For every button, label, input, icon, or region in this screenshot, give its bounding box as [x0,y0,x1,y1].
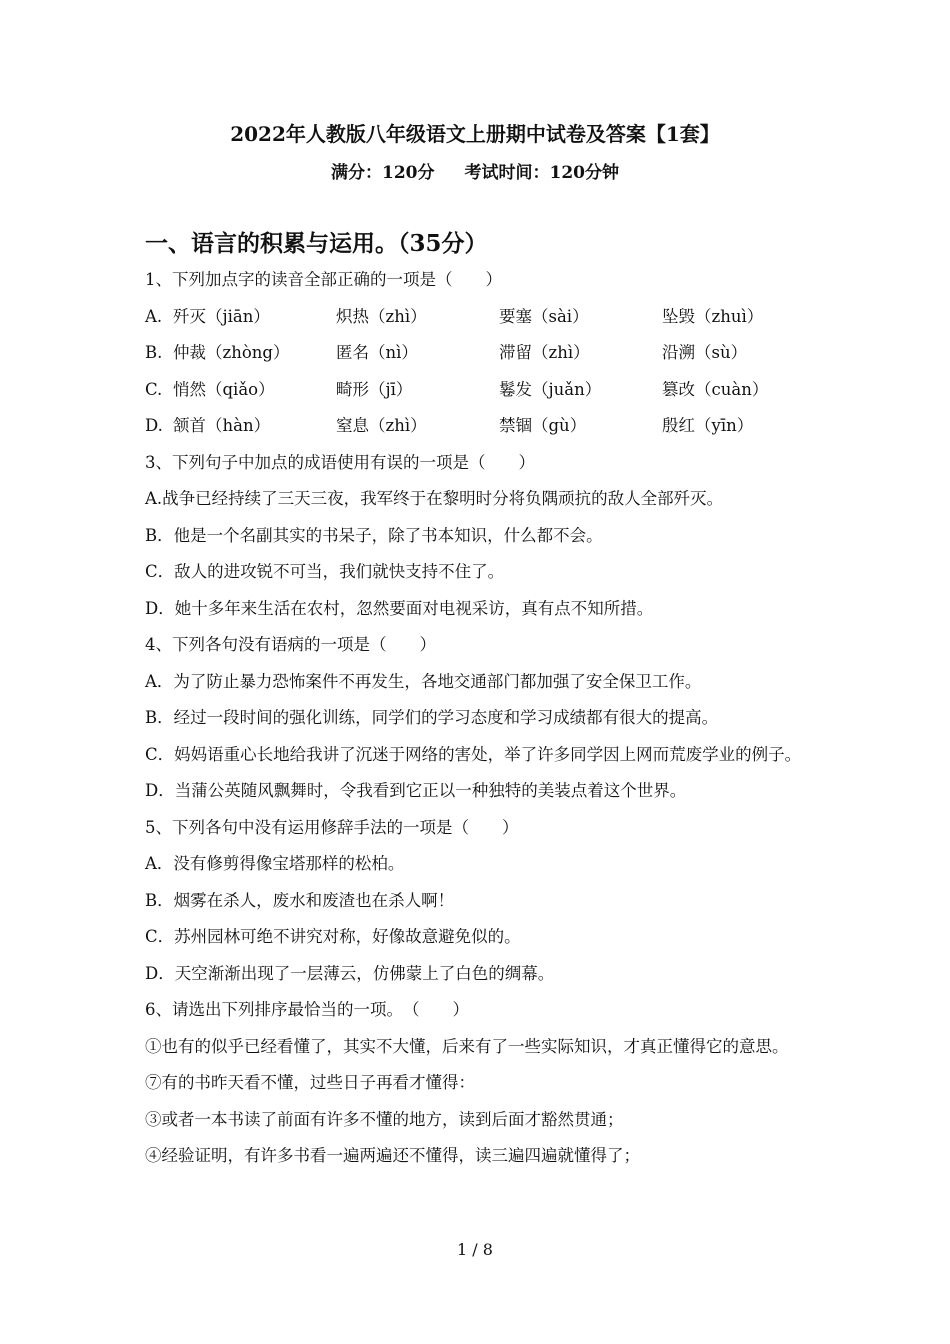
question-1-stem: 1、下列加点字的读音全部正确的一项是（ ） [145,270,502,289]
question-1-row-c: C. 悄然（qiǎo） 畸形（jī） 鬈发（juǎn） 篡改（cuàn） [145,379,769,399]
question-3-option-b: B．他是一个名副其实的书呆子，除了书本知识，什么都不会。 [145,525,603,545]
question-6-item-4: ④经验证明，有许多书看一遍两遍还不懂得，读三遍四遍就懂得了； [145,1146,640,1165]
question-6-item-3: ③或者一本书读了前面有许多不懂的地方，读到后面才豁然贯通； [145,1109,624,1129]
question-1-row-b: B. 仲裁（zhòng） 匿名（nì） 滞留（zhì） 沿溯（sù） [145,343,748,362]
question-3-option-c: C．敌人的进攻锐不可当，我们就快支持不住了。 [145,562,505,581]
question-5-option-d: D．天空渐渐出现了一层薄云，仿佛蒙上了白色的绸幕。 [145,963,555,983]
question-1-row-a: A. 歼灭（jiān） 炽热（zhì） 要塞（sài） 坠毁（zhuì） [145,306,764,326]
page-number: 1 / 8 [457,1240,493,1259]
question-3-option-d: D．她十多年来生活在农村，忽然要面对电视采访，真有点不知所措。 [145,598,654,618]
question-6-stem: 6、请选出下列排序最恰当的一项。 （ ） [145,1000,469,1019]
page-title: 2022年人教版八年级语文上册期中试卷及答案【1套】 [230,122,720,146]
question-5-stem: 5、下列各句中没有运用修辞手法的一项是（ ） [145,817,519,837]
question-4-option-a: A．为了防止暴力恐怖案件不再发生，各地交通部门都加强了安全保卫工作。 [145,671,702,691]
exam-info [0,158,950,183]
question-6-item-2: ⑦有的书昨天看不懂，过些日子再看才懂得： [145,1073,475,1092]
question-4-option-d: D．当蒲公英随风飘舞时，令我看到它正以一种独特的美装点着这个世界。 [145,781,687,800]
section-heading: 一、语言的积累与运用。（35分） [145,230,488,257]
question-3-stem: 3、下列句子中加点的成语使用有误的一项是（ ） [145,452,535,472]
question-4-option-b: B．经过一段时间的强化训练，同学们的学习态度和学习成绩都有很大的提高。 [145,708,719,727]
exam-time: 考试时间：120分钟 [464,163,619,183]
question-4-option-c: C．妈妈语重心长地给我讲了沉迷于网络的害处，举了许多同学因上网而荒废学业的例子。 [145,744,802,764]
question-1-row-d: D. 颔首（hàn） 窒息（zhì） 禁锢（gù） 殷红（yīn） [145,416,754,435]
question-5-option-b: B．烟雾在杀人，废水和废渣也在杀人啊！ [145,890,455,910]
question-5-option-a: A．没有修剪得像宝塔那样的松柏。 [145,854,405,873]
question-6-item-1: ①也有的似乎已经看懂了，其实不大懂，后来有了一些实际知识，才真正懂得它的意思。 [145,1036,789,1056]
question-3-option-a: A.战争已经持续了三天三夜，我军终于在黎明时分将负隅顽抗的敌人全部歼灭。 [145,489,724,508]
full-score: 满分：120分 [331,163,435,183]
question-4-stem: 4、下列各句没有语病的一项是（ ） [145,635,436,654]
question-body [145,262,825,1175]
question-5-option-c: C．苏州园林可绝不讲究对称，好像故意避免似的。 [145,927,521,946]
